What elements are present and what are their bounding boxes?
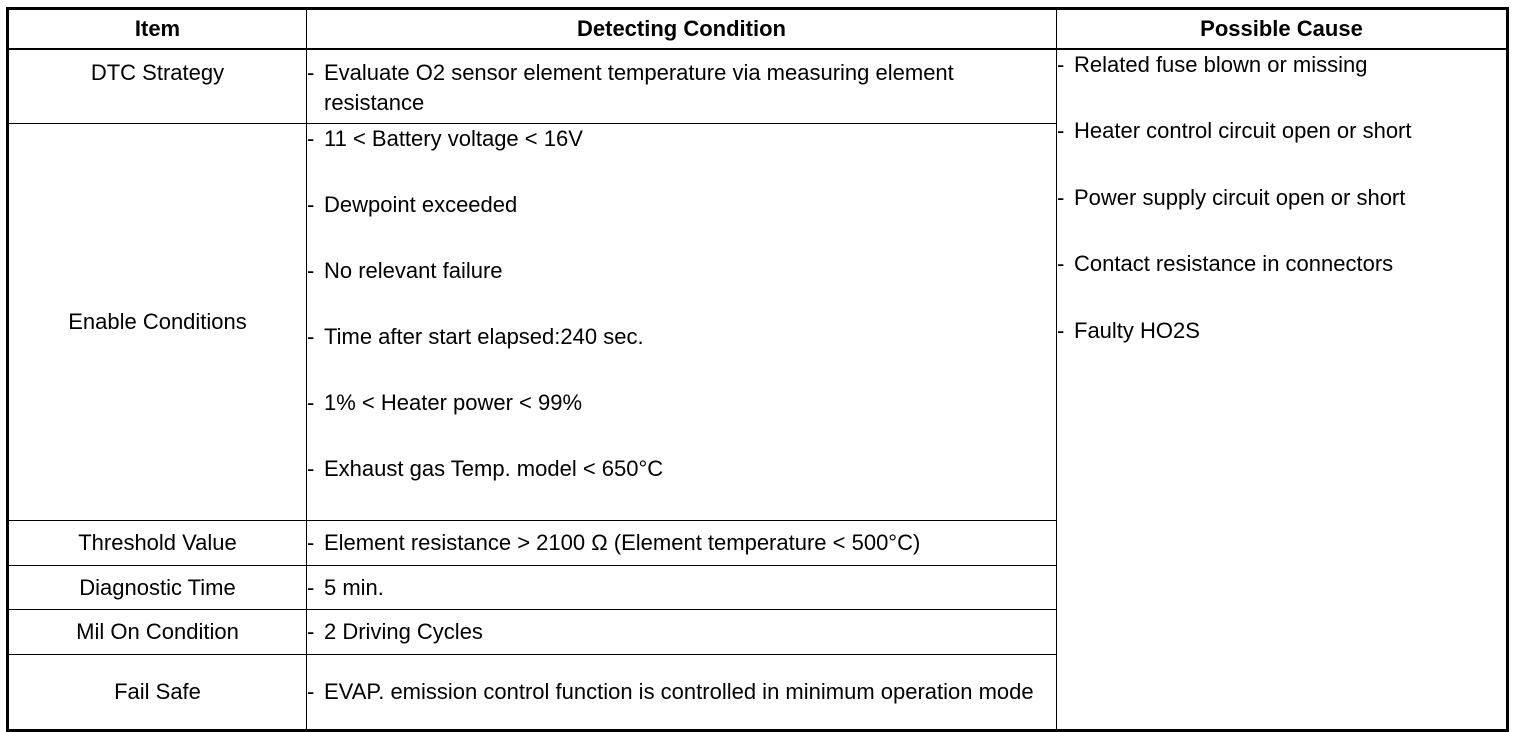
- item-fail-safe: Fail Safe: [8, 655, 307, 731]
- condition-text: - 5 min.: [307, 573, 1056, 603]
- cause-item: - Related fuse blown or missing: [1057, 50, 1506, 117]
- table-header-row: [8, 9, 1508, 49]
- condition-diagnostic-time: [307, 566, 1057, 610]
- condition-text: - 1% < Heater power < 99%: [307, 388, 1056, 454]
- condition-text: - Exhaust gas Temp. model < 650°C: [307, 454, 1056, 520]
- condition-fail-safe: [307, 655, 1057, 731]
- cause-item: - Power supply circuit open or short: [1057, 183, 1506, 250]
- condition-text: - Evaluate O2 sensor element temperature via measuring element resistance: [307, 58, 1056, 118]
- item-dtc-strategy: DTC Strategy: [8, 49, 307, 124]
- header-item: Item: [8, 9, 307, 49]
- item-threshold-value: Threshold Value: [8, 521, 307, 566]
- condition-text: - 2 Driving Cycles: [307, 617, 1056, 647]
- condition-text: - Time after start elapsed:240 sec.: [307, 322, 1056, 388]
- condition-dtc-strategy: [307, 49, 1057, 124]
- condition-text: - 11 < Battery voltage < 16V: [307, 124, 1056, 190]
- condition-enable-conditions: [307, 124, 1057, 521]
- item-enable-conditions: Enable Conditions: [8, 124, 307, 521]
- dtc-table: [6, 7, 1509, 732]
- condition-mil-on-condition: [307, 610, 1057, 655]
- table-row-dtc-strategy: [8, 49, 1508, 124]
- possible-cause-cell: [1057, 49, 1508, 731]
- item-diagnostic-time: Diagnostic Time: [8, 566, 307, 610]
- cause-item: - Faulty HO2S: [1057, 316, 1506, 383]
- cause-item: - Contact resistance in connectors: [1057, 249, 1506, 316]
- condition-threshold-value: [307, 521, 1057, 566]
- cause-item: - Heater control circuit open or short: [1057, 116, 1506, 183]
- header-detecting-condition: Detecting Condition: [307, 9, 1057, 49]
- condition-text: - No relevant failure: [307, 256, 1056, 322]
- header-possible-cause: Possible Cause: [1057, 9, 1508, 49]
- item-mil-on-condition: Mil On Condition: [8, 610, 307, 655]
- condition-text: - Element resistance > 2100 Ω (Element temperature < 500°C): [307, 528, 1056, 558]
- condition-text: - EVAP. emission control function is controlled in minimum operation mode: [307, 677, 1056, 707]
- condition-text: - Dewpoint exceeded: [307, 190, 1056, 256]
